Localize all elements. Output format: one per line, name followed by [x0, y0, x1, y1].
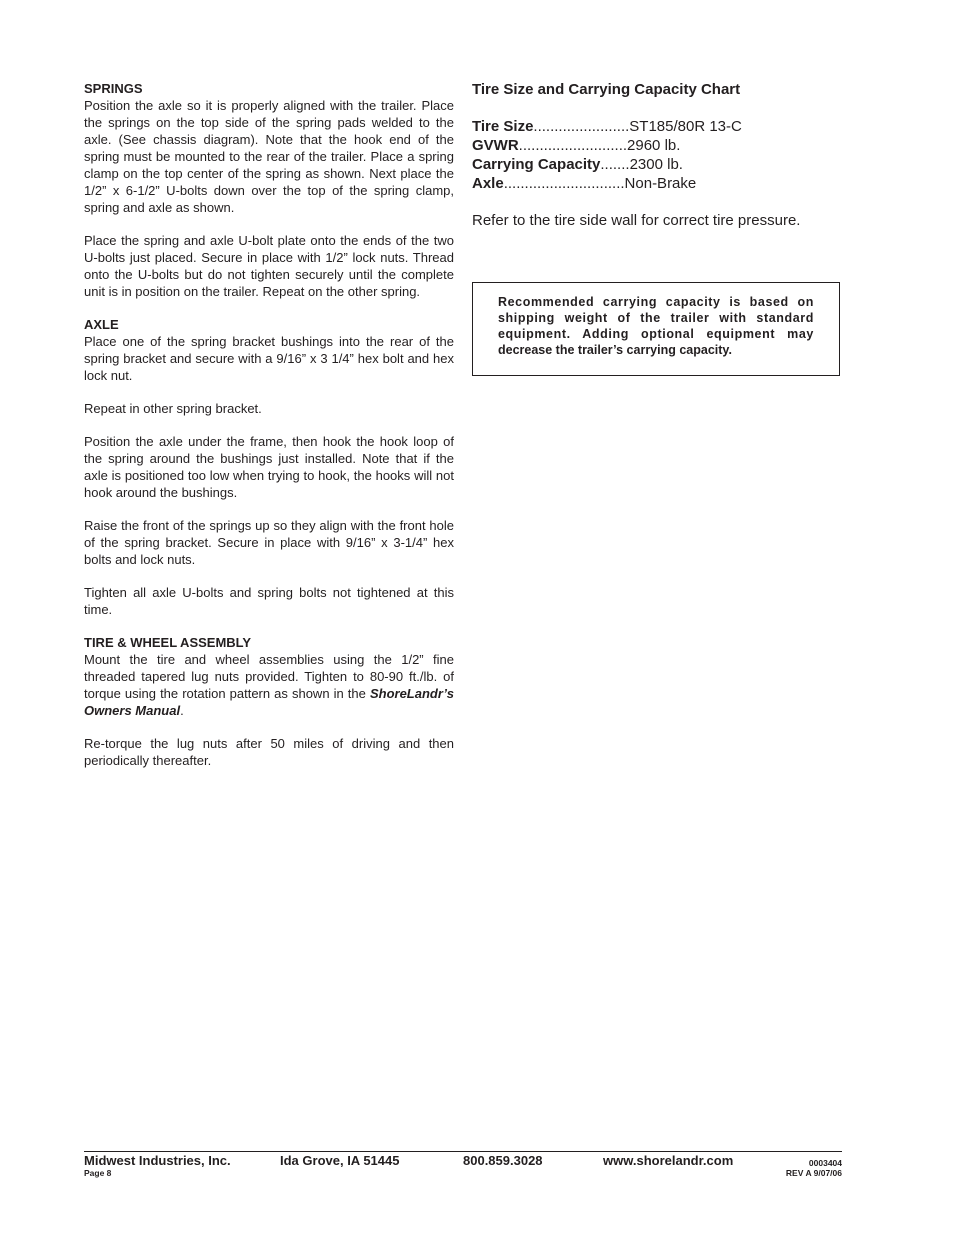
spec-list — [472, 117, 842, 193]
tire-wheel-text: Mount the tire and wheel assemblies using the 1/2” fine threaded tapered lug nuts provided. Tighten to 80-90 ft./lb. of torque using the rotation pattern as shown in the — [84, 652, 454, 701]
spec-value: 2300 lb. — [629, 156, 683, 173]
axle-paragraph-1: Place one of the spring bracket bushings into the rear of the spring bracket and secure with a 9/16” x 3 1/4” hex bolt and hex lock nut. — [84, 334, 454, 383]
tire-wheel-paragraph-1 — [84, 651, 454, 719]
right-column — [472, 80, 842, 230]
spec-value: ST185/80R 13-C — [629, 118, 742, 135]
left-column — [84, 80, 454, 785]
tire-wheel-paragraph-2: Re-torque the lug nuts after 50 miles of driving and then periodically thereafter. — [84, 736, 454, 768]
spec-label: Tire Size — [472, 118, 534, 135]
spec-leader: ....................... — [533, 118, 630, 135]
spec-row-tire-size — [472, 117, 842, 136]
footer-phone: 800.859.3028 — [463, 1153, 543, 1168]
notice-text-last-line: decrease the trailer’s carrying capacity. — [498, 343, 732, 357]
spec-leader: .......................... — [518, 137, 628, 154]
tire-pressure-note: Refer to the tire side wall for correct tire pressure. — [472, 212, 801, 229]
spec-label: GVWR — [472, 137, 519, 154]
notice-text: Recommended carrying capacity is based on shipping weight of the trailer with standard equipment. Adding optional equipment may — [498, 295, 814, 341]
footer-divider — [84, 1151, 842, 1152]
capacity-chart-title: Tire Size and Carrying Capacity Chart — [472, 81, 741, 98]
footer-revision: REV A 9/07/06 — [785, 1168, 842, 1178]
footer-doc-number: 0003404 — [808, 1158, 842, 1168]
springs-paragraph-1: Position the axle so it is properly aligned with the trailer. Place the springs on the top side of the spring pads welded to the axle. (See chassis diagram). Note that the hook end of the spring must be mounted to the rear of the trailer. Place a spring clamp on the top center of the spring as shown. Next place the 1/2” x 6-1/2” U-bolts down over the top of the spring clamp, spring and axle as shown. — [84, 98, 454, 215]
axle-heading: AXLE — [84, 317, 119, 332]
axle-paragraph-2: Repeat in other spring bracket. — [84, 401, 262, 416]
spec-row-gvwr — [472, 136, 842, 155]
page-footer — [84, 1153, 842, 1183]
spec-leader: ....... — [600, 156, 630, 173]
axle-paragraph-4: Raise the front of the springs up so they align with the front hole of the spring bracket. Secure in place with 9/16” x 3-1/4” hex bolts and lock nuts. — [84, 518, 454, 567]
springs-paragraph-2: Place the spring and axle U-bolt plate onto the ends of the two U-bolts just placed. Secure in place with 1/2” lock nuts. Thread onto the U-bolts but do not tighten securely until the complete unit is in position on the trailer. Repeat on the other spring. — [84, 233, 454, 299]
spec-row-axle — [472, 174, 842, 193]
footer-company: Midwest Industries, Inc. — [84, 1153, 231, 1168]
spec-value: Non-Brake — [624, 175, 697, 192]
spec-value: 2960 lb. — [627, 137, 681, 154]
axle-paragraph-3: Position the axle under the frame, then hook the hook loop of the spring around the bushings just installed. Note that if the axle is positioned too low when trying to hook, the hooks will not hook around the bushings. — [84, 434, 454, 500]
tire-wheel-heading: TIRE & WHEEL ASSEMBLY — [84, 635, 252, 650]
springs-heading: SPRINGS — [84, 81, 143, 96]
footer-location: Ida Grove, IA 51445 — [280, 1153, 400, 1168]
footer-page-number: Page 8 — [84, 1168, 112, 1178]
spec-row-carrying-capacity — [472, 155, 842, 174]
spec-label: Axle — [472, 175, 504, 192]
spec-label: Carrying Capacity — [472, 156, 601, 173]
owners-manual-title: ShoreLandr’s Owners Manual — [84, 686, 454, 718]
capacity-notice-box — [472, 282, 840, 376]
axle-paragraph-5: Tighten all axle U-bolts and spring bolts not tightened at this time. — [84, 585, 454, 617]
spec-leader: ............................. — [503, 175, 625, 192]
tire-wheel-period: . — [180, 703, 184, 718]
footer-website: www.shorelandr.com — [603, 1153, 734, 1168]
